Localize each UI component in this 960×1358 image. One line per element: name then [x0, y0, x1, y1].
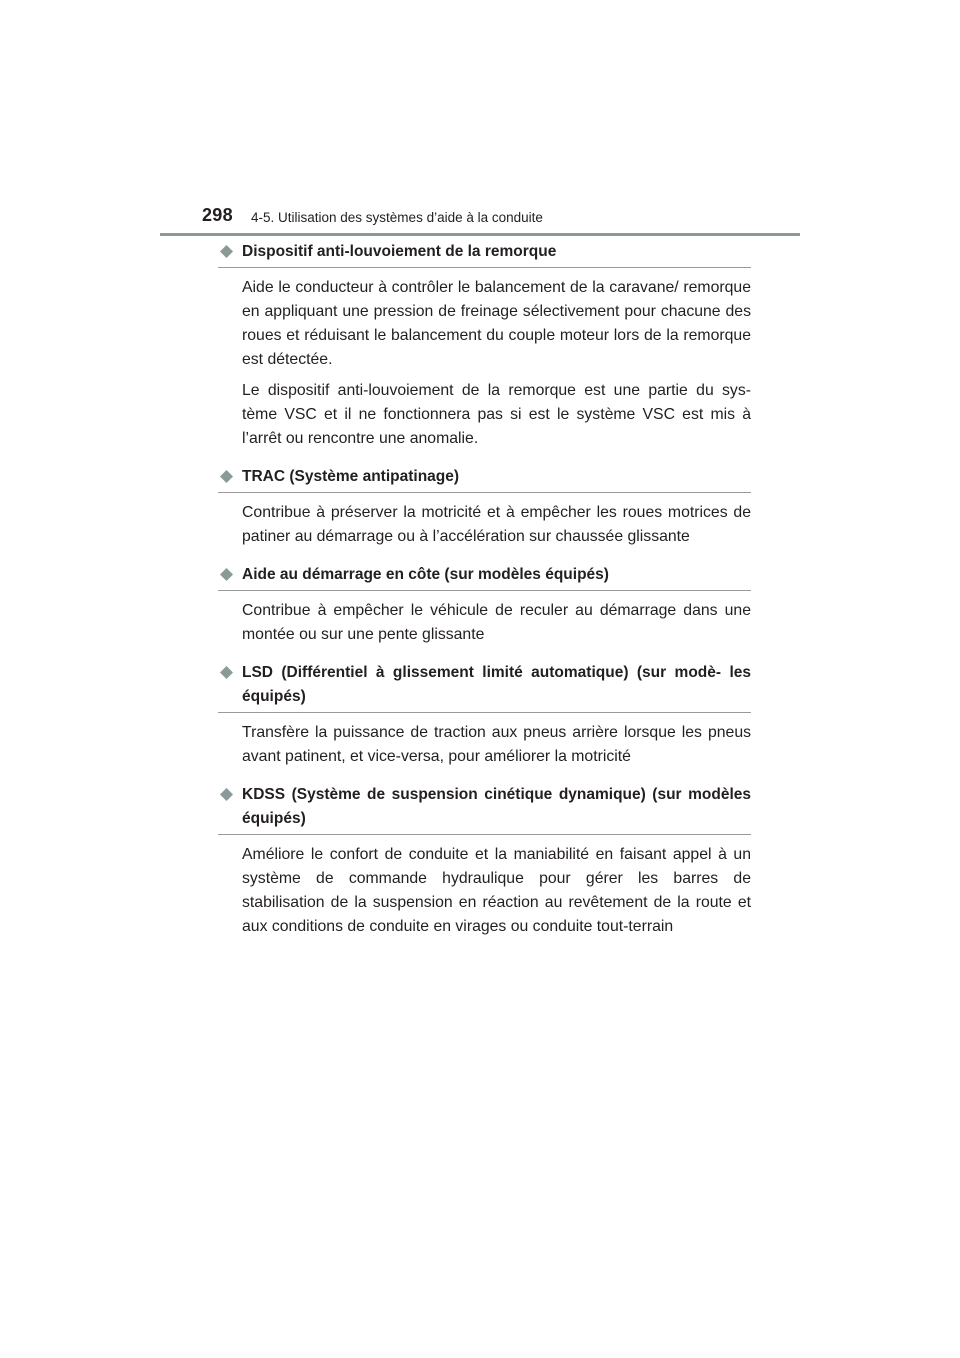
- feature-description: [218, 713, 751, 775]
- diamond-bullet-icon: [220, 470, 233, 483]
- paragraph: Aide le conducteur à contrôler le balancement de la caravane/ remorque en appliquant une pression de freinage sélectivement pour chacune des roues et réduisant le balancement du couple moteur lors de la remorque est détectée.: [242, 279, 751, 368]
- diamond-bullet-icon: [220, 788, 233, 801]
- feature-heading: [218, 561, 751, 591]
- feature-heading: [218, 463, 751, 493]
- header-divider: [160, 233, 800, 236]
- feature-heading: [218, 238, 751, 268]
- feature-item-hill-start-assist: [218, 561, 751, 653]
- feature-description: [218, 591, 751, 653]
- feature-heading-text: TRAC (Système antipatinage): [242, 468, 460, 485]
- feature-item-kdss: [218, 781, 751, 945]
- page-content: [218, 238, 751, 945]
- paragraph: Contribue à préserver la motricité et à empêcher les roues motrices de patiner au démarrage ou à l’accélération sur chaussée glissante: [242, 504, 751, 545]
- page-header: [160, 200, 800, 236]
- feature-heading-text: LSD (Différentiel à glissement limité automatique) (sur modè- les équipés): [242, 664, 751, 705]
- feature-heading-text: Aide au démarrage en côte (sur modèles équipés): [242, 566, 609, 583]
- feature-description: [218, 835, 751, 945]
- feature-heading-text: Dispositif anti-louvoiement de la remorque: [242, 243, 557, 260]
- diamond-bullet-icon: [220, 666, 233, 679]
- page-number: 298: [202, 205, 233, 225]
- paragraph: Le dispositif anti-louvoiement de la remorque est une partie du sys- tème VSC et il ne fonctionnera pas si est le système VSC est mis à l’arrêt ou rencontre une anomalie.: [242, 382, 751, 447]
- paragraph: Contribue à empêcher le véhicule de reculer au démarrage dans une montée ou sur une pente glissante: [242, 602, 751, 643]
- feature-heading-text: KDSS (Système de suspension cinétique dynamique) (sur modèles équipés): [242, 786, 751, 827]
- feature-item-lsd: [218, 659, 751, 775]
- feature-description: [218, 268, 751, 457]
- feature-heading: [218, 659, 751, 713]
- feature-heading: [218, 781, 751, 835]
- diamond-bullet-icon: [220, 245, 233, 258]
- paragraph: Améliore le confort de conduite et la maniabilité en faisant appel à un système de commande hydraulique pour gérer les barres de stabilisation de la suspension en réaction au revêtement de la route et aux conditions de conduite en virages ou conduite tout-terrain: [242, 846, 751, 935]
- feature-description: [218, 493, 751, 555]
- diamond-bullet-icon: [220, 568, 233, 581]
- paragraph: Transfère la puissance de traction aux pneus arrière lorsque les pneus avant patinent, et vice-versa, pour améliorer la motricité: [242, 724, 751, 765]
- feature-item-trailer-sway: [218, 238, 751, 457]
- section-title: 4-5. Utilisation des systèmes d’aide à la conduite: [251, 210, 543, 225]
- feature-item-trac: [218, 463, 751, 555]
